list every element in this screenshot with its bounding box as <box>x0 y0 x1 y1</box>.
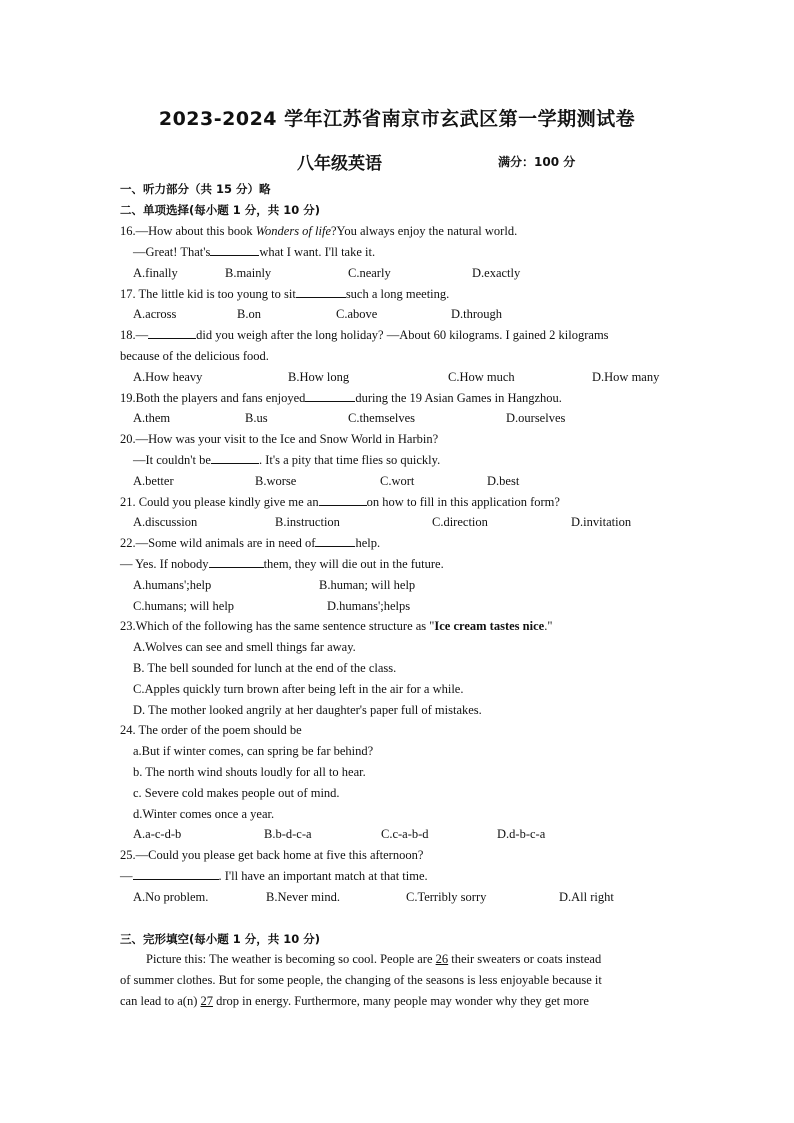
q24-poem-line-b: b. The north wind shouts loudly for all to hear. <box>133 765 366 779</box>
question-25-stem: 25.—Could you please get back home at five this afternoon? <box>120 848 424 862</box>
total-score: 满分：100 分 <box>498 155 576 169</box>
q16-reply-b: what I want. I'll take it. <box>259 245 376 259</box>
answer-blank <box>148 327 196 339</box>
q16-option-c: C.nearly <box>348 266 391 280</box>
answer-blank <box>209 556 264 568</box>
q24-option-a: A.a-c-d-b <box>133 827 182 841</box>
q16-option-a: A.finally <box>133 266 178 280</box>
q17-stem-b: such a long meeting. <box>345 287 450 301</box>
q17-stem-a: 17. The little kid is too young to sit <box>120 287 296 301</box>
question-20-reply <box>133 452 440 468</box>
q24-option-d: D.d-b-c-a <box>497 827 546 841</box>
q17-option-b: B.on <box>237 307 261 321</box>
cloze-blank-26: 26 <box>435 952 449 966</box>
q24-option-c: C.c-a-b-d <box>381 827 429 841</box>
q23-stem-b: ." <box>544 619 553 633</box>
q20-option-d: D.best <box>487 474 520 488</box>
question-25-reply <box>120 868 428 884</box>
q18-stem-a: 18.— <box>120 328 149 342</box>
cloze-line-1-b: their sweaters or coats instead <box>448 952 602 966</box>
cloze-blank-27: 27 <box>200 994 214 1008</box>
q19-option-a: A.them <box>133 411 171 425</box>
q21-option-c: C.direction <box>432 515 488 529</box>
q21-option-b: B.instruction <box>275 515 340 529</box>
question-20-stem: 20.—How was your visit to the Ice and Snow World in Harbin? <box>120 432 439 446</box>
q22-option-c: C.humans; will help <box>133 599 235 613</box>
q19-option-d: D.ourselves <box>506 411 566 425</box>
answer-blank <box>319 494 367 506</box>
section-heading-cloze: 三、完形填空(每小题 1 分，共 10 分) <box>120 932 321 946</box>
q24-poem-line-d: d.Winter comes once a year. <box>133 807 275 821</box>
q23-option-c: C.Apples quickly turn brown after being left in the air for a while. <box>133 682 464 696</box>
question-16-reply <box>133 244 375 260</box>
question-17-stem <box>120 286 449 302</box>
question-19-stem <box>120 390 562 406</box>
answer-blank <box>211 452 259 464</box>
q25-option-d: D.All right <box>559 890 614 904</box>
q25-reply-b: . I'll have an important match at that time. <box>218 869 428 883</box>
answer-blank <box>305 390 355 402</box>
cloze-line-2: of summer clothes. But for some people, the changing of the seasons is less enjoyable because it <box>120 973 602 987</box>
q16-option-b: B.mainly <box>225 266 272 280</box>
q20-option-b: B.worse <box>255 474 297 488</box>
q22-reply-b: them, they will die out in the future. <box>263 557 444 571</box>
q19-stem-a: 19.Both the players and fans enjoyed <box>120 391 306 405</box>
q25-option-a: A.No problem. <box>133 890 209 904</box>
q23-option-d: D. The mother looked angrily at her daughter's paper full of mistakes. <box>133 703 482 717</box>
q24-poem-line-c: c. Severe cold makes people out of mind. <box>133 786 340 800</box>
section-heading-listening: 一、听力部分（共 15 分）略 <box>120 182 271 196</box>
q19-stem-b: during the 19 Asian Games in Hangzhou. <box>355 391 562 405</box>
page-title: 2023-2024 学年江苏省南京市玄武区第一学期测试卷 <box>158 108 636 130</box>
answer-blank <box>296 286 346 298</box>
q18-option-c: C.How much <box>448 370 515 384</box>
question-22-reply <box>120 556 444 572</box>
q24-poem-line-a: a.But if winter comes, can spring be far behind? <box>133 744 374 758</box>
question-18-stem-cont: because of the delicious food. <box>120 349 269 363</box>
q23-option-b: B. The bell sounded for lunch at the end of the class. <box>133 661 397 675</box>
q24-option-b: B.b-d-c-a <box>264 827 312 841</box>
q22-option-d: D.humans';helps <box>327 599 411 613</box>
q17-option-a: A.across <box>133 307 177 321</box>
q17-option-c: C.above <box>336 307 378 321</box>
q23-target-sentence: Ice cream tastes nice <box>434 619 545 633</box>
q19-option-b: B.us <box>245 411 268 425</box>
q20-reply-a: —It couldn't be <box>133 453 211 467</box>
cloze-line-1 <box>146 951 601 967</box>
q16-option-d: D.exactly <box>472 266 521 280</box>
q22-stem-a: 22.—Some wild animals are in need of <box>120 536 316 550</box>
q23-stem-a: 23.Which of the following has the same sentence structure as " <box>120 619 435 633</box>
cloze-line-1-a: Picture this: The weather is becoming so cool. People are <box>146 952 436 966</box>
q21-option-d: D.invitation <box>571 515 632 529</box>
q19-option-c: C.themselves <box>348 411 416 425</box>
q21-stem-a: 21. Could you please kindly give me an <box>120 495 319 509</box>
q18-option-a: A.How heavy <box>133 370 203 384</box>
q16-stem-b: ?You always enjoy the natural world. <box>331 224 518 238</box>
cloze-line-3-a: can lead to a(n) <box>120 994 201 1008</box>
cloze-line-3 <box>120 993 589 1009</box>
q21-stem-b: on how to fill in this application form? <box>366 495 560 509</box>
q16-book-title: Wonders of life <box>255 224 331 238</box>
q16-stem-a: 16.—How about this book <box>120 224 256 238</box>
q25-reply-a: — <box>120 869 133 883</box>
question-24-stem: 24. The order of the poem should be <box>120 723 302 737</box>
q21-option-a: A.discussion <box>133 515 198 529</box>
q16-reply-a: —Great! That's <box>133 245 211 259</box>
q25-option-c: C.Terribly sorry <box>406 890 487 904</box>
q18-option-d: D.How many <box>592 370 660 384</box>
q25-option-b: B.Never mind. <box>266 890 340 904</box>
q22-option-b: B.human; will help <box>319 578 416 592</box>
question-18-stem <box>120 327 609 343</box>
q20-reply-b: . It's a pity that time flies so quickly. <box>258 453 441 467</box>
question-21-stem <box>120 494 560 510</box>
q22-reply-a: — Yes. If nobody <box>120 557 209 571</box>
q20-option-c: C.wort <box>380 474 415 488</box>
q18-option-b: B.How long <box>288 370 350 384</box>
answer-blank <box>210 244 259 256</box>
answer-blank <box>315 535 355 547</box>
q17-option-d: D.through <box>451 307 503 321</box>
cloze-line-3-b: drop in energy. Furthermore, many people may wonder why they get more <box>213 994 589 1008</box>
question-16-stem <box>120 223 517 239</box>
q22-option-a: A.humans';help <box>133 578 212 592</box>
question-22-stem <box>120 535 380 551</box>
q23-option-a: A.Wolves can see and smell things far away. <box>133 640 356 654</box>
q22-stem-b: help. <box>355 536 381 550</box>
q20-option-a: A.better <box>133 474 174 488</box>
section-heading-single-choice: 二、单项选择(每小题 1 分，共 10 分) <box>120 203 321 217</box>
q18-stem-b: did you weigh after the long holiday? —About 60 kilograms. I gained 2 kilograms <box>196 328 609 342</box>
page-subtitle: 八年级英语 <box>297 154 382 174</box>
answer-blank <box>133 868 219 880</box>
question-23-stem <box>120 618 552 634</box>
